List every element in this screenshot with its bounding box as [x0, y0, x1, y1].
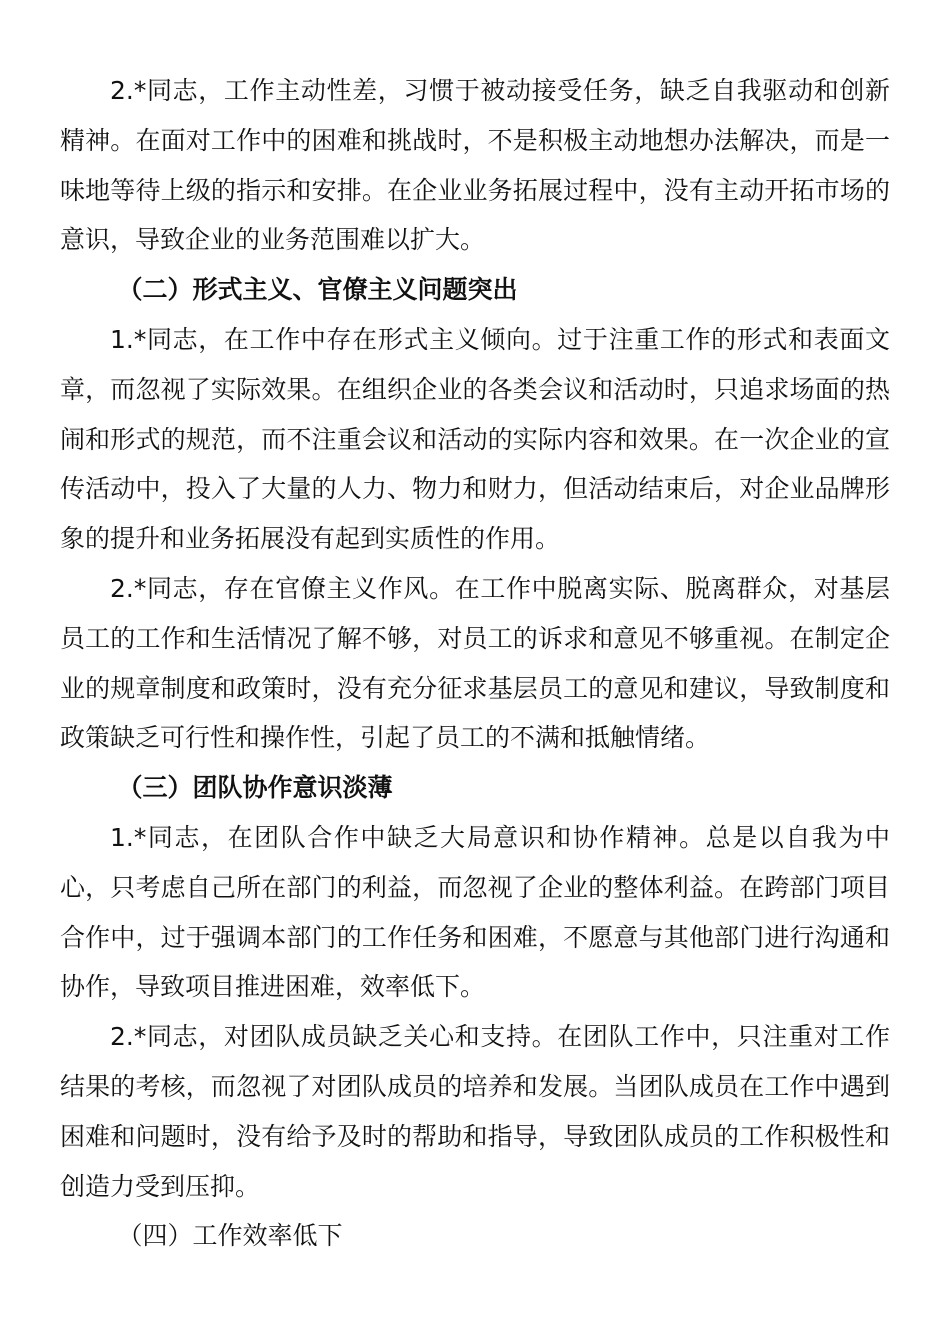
para-section1-item2: 2.*同志，工作主动性差，习惯于被动接受任务，缺乏自我驱动和创新精神。在面对工作中的困难和挑战时，不是积极主动地想办法解决，而是一味地等待上级的指示和安排。在企业业务拓展过程中，没有主动开拓市场的意识，导致企业的业务范围难以扩大。: [60, 76, 890, 255]
para-section2-item1: 1.*同志，在工作中存在形式主义倾向。过于注重工作的形式和表面文章，而忽视了实际效果。在组织企业的各类会议和活动时，只追求场面的热闹和形式的规范，而不注重会议和活动的实际内容和效果。在一次企业的宣传活动中，投入了大量的人力、物力和财力，但活动结束后，对企业品牌形象的提升和业务拓展没有起到实质性的作用。: [60, 324, 890, 554]
heading-section-2: （二）形式主义、官僚主义问题突出: [117, 275, 518, 305]
heading-section-4: （四）工作效率低下: [117, 1221, 343, 1251]
para-section3-item2: 2.*同志，对团队成员缺乏关心和支持。在团队工作中，只注重对工作结果的考核，而忽视了对团队成员的培养和发展。当团队成员在工作中遇到困难和问题时，没有给予及时的帮助和指导，导致团队成员的工作积极性和创造力受到压抑。: [60, 1022, 890, 1201]
para-section3-item1: 1.*同志，在团队合作中缺乏大局意识和协作精神。总是以自我为中心，只考虑自己所在部门的利益，而忽视了企业的整体利益。在跨部门项目合作中，过于强调本部门的工作任务和困难，不愿意与其他部门进行沟通和协作，导致项目推进困难，效率低下。: [60, 822, 890, 1002]
heading-section-3: （三）团队协作意识淡薄: [117, 773, 393, 803]
document-body: [60, 66, 890, 1261]
para-section2-item2: 2.*同志，存在官僚主义作风。在工作中脱离实际、脱离群众，对基层员工的工作和生活情况了解不够，对员工的诉求和意见不够重视。在制定企业的规章制度和政策时，没有充分征求基层员工的意见和建议，导致制度和政策缺乏可行性和操作性，引起了员工的不满和抵触情绪。: [60, 573, 890, 753]
